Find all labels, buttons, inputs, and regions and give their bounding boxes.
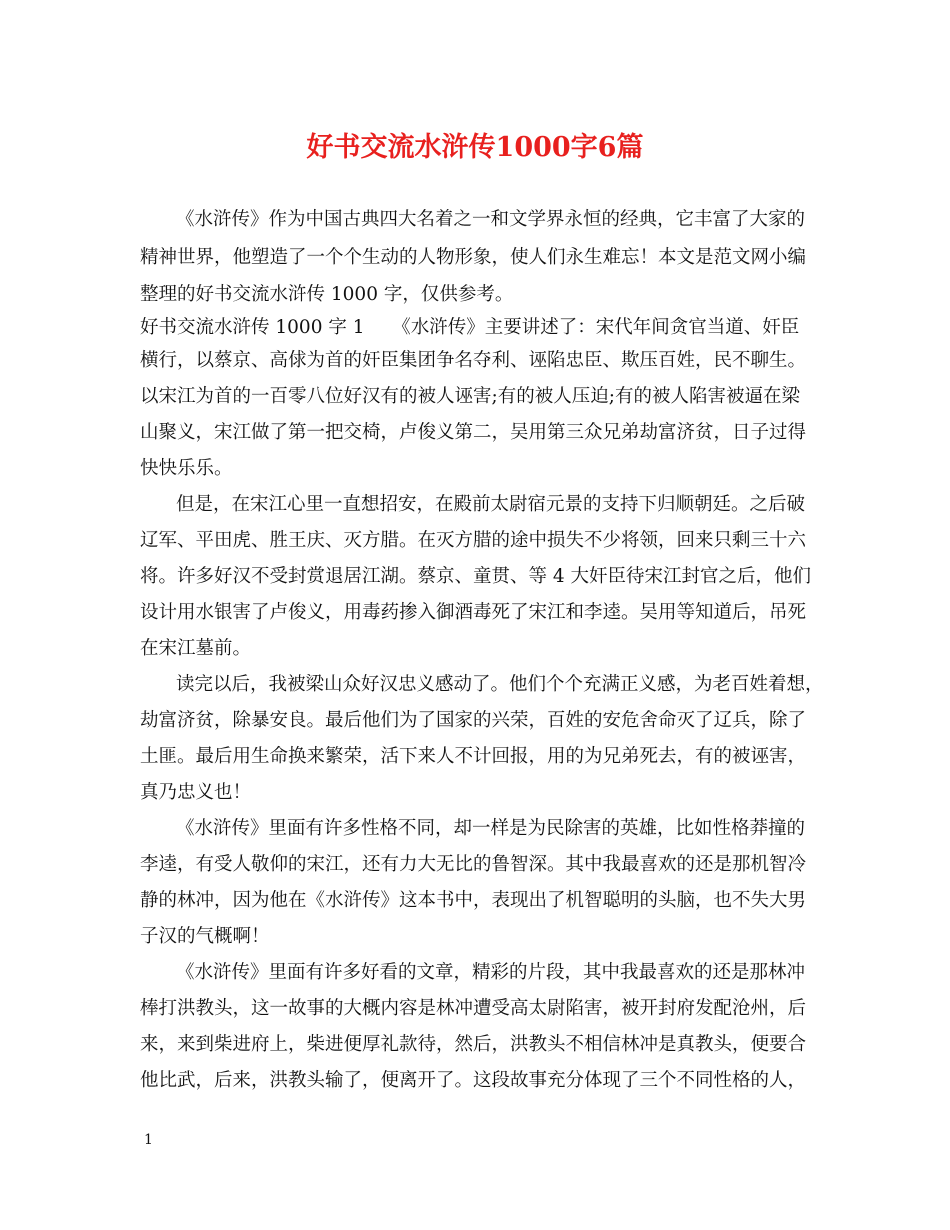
text-line: 静的林冲，因为他在《水浒传》这本书中，表现出了机智聪明的头脑，也不失大男 — [140, 890, 807, 911]
page-title: 好书交流水浒传1000字6篇 — [306, 132, 644, 163]
text-line: 在宋江墓前。 — [140, 638, 252, 659]
text-line: 设计用水银害了卢俊义，用毒药掺入御酒毒死了宋江和李逵。吴用等知道后，吊死 — [140, 602, 807, 623]
text-line: 来，来到柴进府上，柴进便厚礼款待，然后，洪教头不相信林冲是真教头，便要合 — [140, 1034, 807, 1055]
text-line: 快快乐乐。 — [140, 458, 233, 479]
text-line: 李逵，有受人敬仰的宋江，还有力大无比的鲁智深。其中我最喜欢的还是那机智冷 — [140, 854, 807, 875]
text-line: 山聚义，宋江做了第一把交椅，卢俊义第二，吴用第三众兄弟劫富济贫，日子过得 — [140, 422, 807, 443]
page-number: 1 — [144, 1132, 153, 1148]
text-line: 土匪。最后用生命换来繁荣，活下来人不计回报，用的为兄弟死去，有的被诬害， — [140, 746, 807, 767]
text-line: 将。许多好汉不受封赏退居江湖。蔡京、童贯、等 4 大奸臣待宋江封官之后，他们 — [140, 566, 812, 587]
text-line: 劫富济贫，除暴安良。最后他们为了国家的兴荣，百姓的安危舍命灭了辽兵，除了 — [140, 710, 807, 731]
text-line: 他比武，后来，洪教头输了，便离开了。这段故事充分体现了三个不同性格的人， — [140, 1070, 807, 1091]
text-line: 读完以后，我被梁山众好汉忠义感动了。他们个个充满正义感，为老百姓着想， — [176, 674, 824, 695]
text-line: 横行，以蔡京、高俅为首的奸臣集团争名夺利、诬陷忠臣、欺压百姓，民不聊生。 — [140, 350, 807, 371]
text-line: 精神世界，他塑造了一个个生动的人物形象，使人们永生难忘！本文是范文网小编 — [140, 247, 807, 268]
text-line: 《水浒传》里面有许多好看的文章，精彩的片段，其中我最喜欢的还是那林冲 — [176, 962, 806, 983]
text-line: 以宋江为首的一百零八位好汉有的被人诬害;有的被人压迫;有的被人陷害被逼在梁 — [140, 386, 800, 407]
text-line: 《水浒传》里面有许多性格不同，却一样是为民除害的英雄，比如性格莽撞的 — [176, 818, 806, 839]
text-line: 整理的好书交流水浒传 1000 字，仅供参考。 — [140, 284, 514, 305]
text-line: 真乃忠义也！ — [140, 782, 252, 803]
text-line: 好书交流水浒传 1000 字 1 《水浒传》主要讲述了：宋代年间贪官当道、奸臣 — [140, 317, 800, 338]
text-line: 子汉的气概啊！ — [140, 926, 270, 947]
text-line: 但是，在宋江心里一直想招安，在殿前太尉宿元景的支持下归顺朝廷。之后破 — [176, 494, 806, 515]
text-line: 《水浒传》作为中国古典四大名着之一和文学界永恒的经典，它丰富了大家的 — [176, 209, 806, 230]
text-line: 棒打洪教头，这一故事的大概内容是林冲遭受高太尉陷害，被开封府发配沧州，后 — [140, 998, 807, 1019]
text-line: 辽军、平田虎、胜王庆、灭方腊。在灭方腊的途中损失不少将领，回来只剩三十六 — [140, 530, 807, 551]
